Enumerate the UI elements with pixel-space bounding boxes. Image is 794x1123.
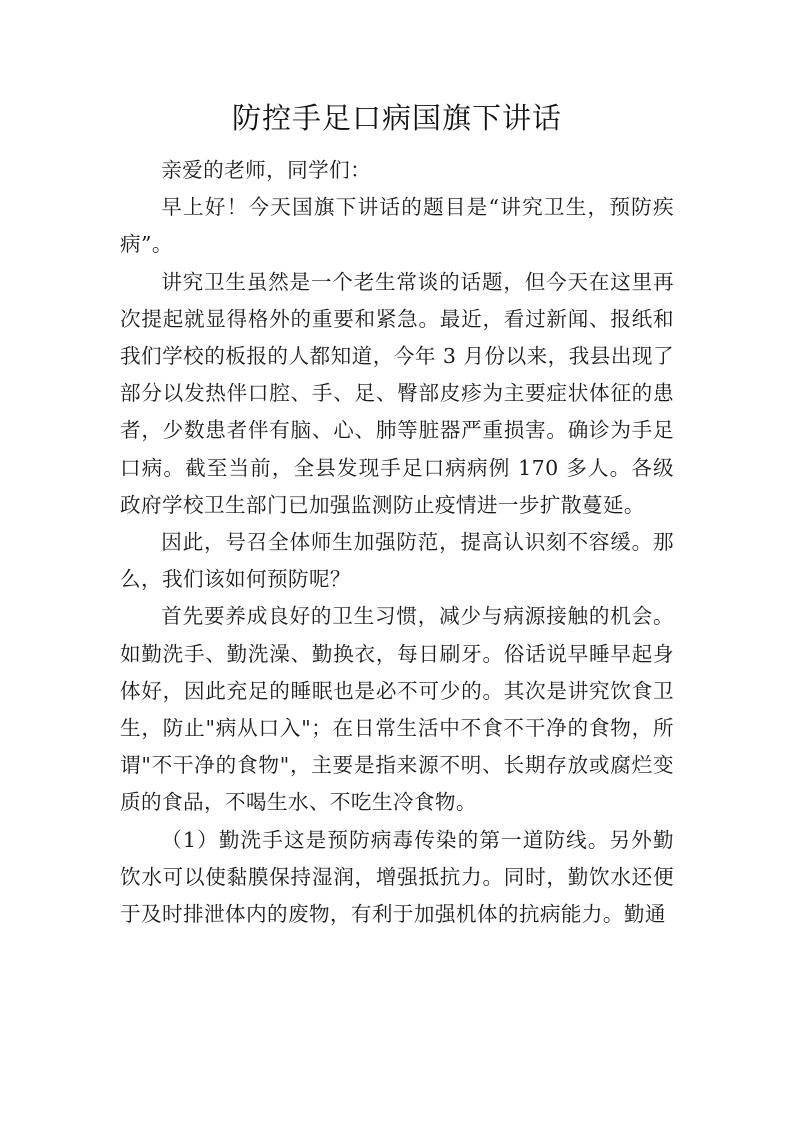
- document-title: 防控手足口病国旗下讲话: [231, 101, 562, 135]
- paragraph-call-to-action: 因此，号召全体师生加强防范，提高认识刻不容缓。那么，我们该如何预防呢？: [120, 530, 674, 592]
- document-page: [120, 96, 674, 933]
- paragraph-greeting: 亲爱的老师，同学们：: [161, 158, 372, 182]
- paragraph-topic: 早上好！今天国旗下讲话的题目是“讲究卫生，预防疾病”。: [120, 195, 674, 257]
- paragraph-background: 讲究卫生虽然是一个老生常谈的话题，但今天在这里再次提起就显得格外的重要和紧急。最近，看过新闻、报纸和我们学校的板报的人都知道，今年 3 月份以来，我县出现了部分以发热伴口腔、手、足、臀部皮疹为主要症状体征的患者，少数患者伴有脑、心、肺等脏器严重损害。确诊为手足口病。截至当前，全县发现手足口病病例 170 多人。各级政府学校卫生部门已加强监测防止疫情进一步扩散蔓延。: [120, 269, 674, 517]
- paragraph-hygiene-habits: 首先要养成良好的卫生习惯，减少与病源接触的机会。如勤洗手、勤洗澡、勤换衣，每日刷牙。俗话说早睡早起身体好，因此充足的睡眠也是必不可少的。其次是讲究饮食卫生，防止"病从口入"；在日常生活中不食不干净的食物，所谓"不干净的食物"，主要是指来源不明、长期存放或腐烂变质的食品，不喝生水、不吃生冷食物。: [120, 604, 674, 815]
- paragraph-hand-washing: （1）勤洗手这是预防病毒传染的第一道防线。另外勤饮水可以使黏膜保持湿润，增强抵抗力。同时，勤饮水还便于及时排泄体内的废物，有利于加强机体的抗病能力。勤通: [120, 827, 674, 927]
